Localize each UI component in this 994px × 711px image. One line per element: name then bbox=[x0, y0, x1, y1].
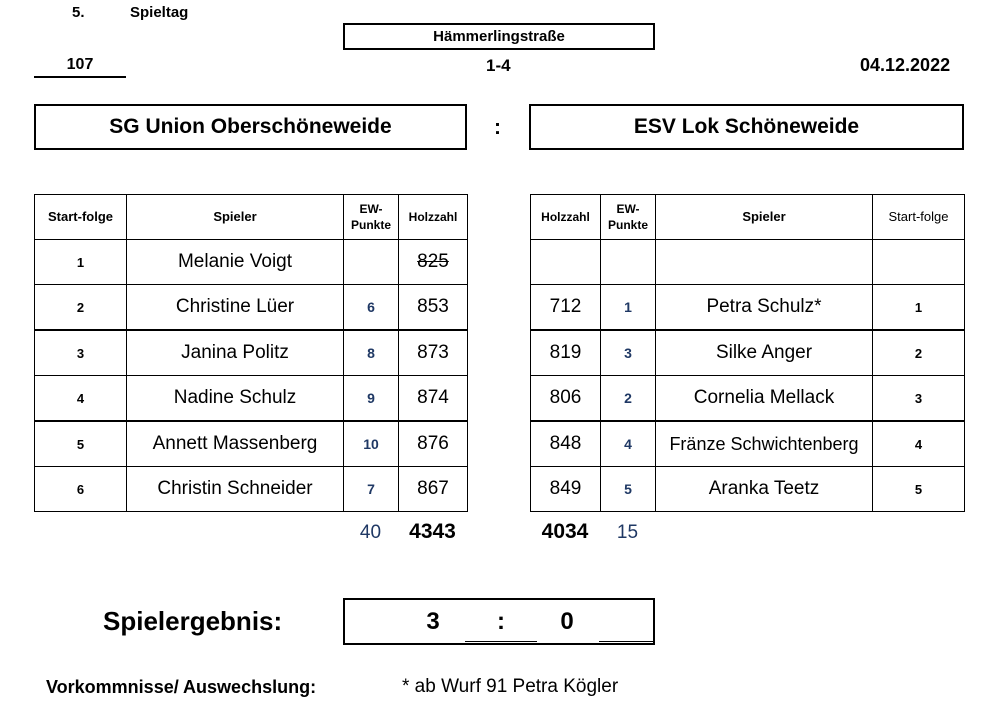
holz-cell: 874 bbox=[399, 376, 468, 422]
start-cell: 5 bbox=[35, 421, 127, 467]
table-row bbox=[35, 467, 468, 512]
col-header-holz: Holzzahl bbox=[531, 195, 601, 240]
ew-cell: 6 bbox=[344, 285, 399, 331]
holz-cell: 819 bbox=[531, 330, 601, 376]
start-cell: 2 bbox=[873, 330, 965, 376]
start-cell: 5 bbox=[873, 467, 965, 512]
holz-cell: 848 bbox=[531, 421, 601, 467]
home-lineup-table bbox=[34, 194, 468, 512]
ew-cell: 8 bbox=[344, 330, 399, 376]
start-cell: 4 bbox=[35, 376, 127, 422]
player-cell: Janina Politz bbox=[127, 330, 344, 376]
player-cell: Cornelia Mellack bbox=[656, 376, 873, 422]
player-result-separator: : bbox=[497, 607, 505, 635]
player-result-box bbox=[343, 598, 655, 645]
venue-box bbox=[343, 23, 655, 50]
notes-text: * ab Wurf 91 Petra Kögler bbox=[402, 676, 619, 697]
player-result-home: 3 bbox=[426, 607, 440, 635]
start-cell: 1 bbox=[873, 285, 965, 331]
match-result: 1-4 bbox=[486, 56, 511, 75]
table-row bbox=[35, 330, 468, 376]
venue: Hämmerlingstraße bbox=[433, 28, 565, 45]
holz-cell: 876 bbox=[399, 421, 468, 467]
start-cell: 4 bbox=[873, 421, 965, 467]
col-header-start: Start-folge bbox=[35, 195, 127, 240]
start-cell bbox=[873, 240, 965, 285]
away-lineup-table bbox=[530, 194, 965, 512]
home-total-holz: 4343 bbox=[409, 520, 456, 543]
player-cell: Aranka Teetz bbox=[656, 467, 873, 512]
ew-cell: 4 bbox=[601, 421, 656, 467]
player-result-away: 0 bbox=[560, 607, 574, 635]
player-cell: Christin Schneider bbox=[127, 467, 344, 512]
ew-cell: 1 bbox=[601, 285, 656, 331]
table-row bbox=[531, 330, 965, 376]
holz-cell: 806 bbox=[531, 376, 601, 422]
ew-cell: 2 bbox=[601, 376, 656, 422]
player-cell: Silke Anger bbox=[656, 330, 873, 376]
table-row bbox=[531, 240, 965, 285]
score-underline bbox=[599, 641, 655, 642]
ew-cell: 5 bbox=[601, 467, 656, 512]
col-header-player: Spieler bbox=[127, 195, 344, 240]
start-cell: 3 bbox=[873, 376, 965, 422]
table-row bbox=[35, 421, 468, 467]
player-result-label: Spielergebnis: bbox=[103, 606, 283, 636]
table-row bbox=[531, 376, 965, 422]
ew-cell: 10 bbox=[344, 421, 399, 467]
player-cell: Fränze Schwichtenberg bbox=[656, 421, 873, 467]
table-row bbox=[531, 285, 965, 331]
holz-cell: 712 bbox=[531, 285, 601, 331]
player-cell: Nadine Schulz bbox=[127, 376, 344, 422]
ew-cell bbox=[344, 240, 399, 285]
round-label: Spieltag bbox=[130, 4, 189, 21]
score-underline bbox=[465, 641, 537, 642]
table-row bbox=[35, 376, 468, 422]
holz-cell bbox=[531, 240, 601, 285]
col-header-ew: EW-Punkte bbox=[601, 195, 656, 240]
col-header-holz: Holzzahl bbox=[399, 195, 468, 240]
away-team-box bbox=[529, 104, 964, 150]
table-row bbox=[531, 467, 965, 512]
col-header-player: Spieler bbox=[656, 195, 873, 240]
ew-cell: 3 bbox=[601, 330, 656, 376]
home-team-name: SG Union Oberschöneweide bbox=[109, 115, 392, 138]
player-cell bbox=[656, 240, 873, 285]
away-total-ew: 15 bbox=[616, 522, 639, 543]
ew-cell: 9 bbox=[344, 376, 399, 422]
start-cell: 6 bbox=[35, 467, 127, 512]
player-cell: Melanie Voigt bbox=[127, 240, 344, 285]
teams-separator: : bbox=[494, 116, 501, 139]
holz-cell: 867 bbox=[399, 467, 468, 512]
player-cell: Annett Massenberg bbox=[127, 421, 344, 467]
start-cell: 2 bbox=[35, 285, 127, 331]
ew-cell bbox=[601, 240, 656, 285]
col-header-start: Start-folge bbox=[873, 195, 965, 240]
table-header-row bbox=[531, 195, 965, 240]
ew-cell: 7 bbox=[344, 467, 399, 512]
holz-cell: 849 bbox=[531, 467, 601, 512]
player-cell: Petra Schulz* bbox=[656, 285, 873, 331]
round-number: 5. bbox=[72, 4, 85, 21]
start-cell: 1 bbox=[35, 240, 127, 285]
start-cell: 3 bbox=[35, 330, 127, 376]
holz-cell: 873 bbox=[399, 330, 468, 376]
match-date: 04.12.2022 bbox=[860, 55, 951, 75]
home-total-ew: 40 bbox=[359, 522, 382, 543]
match-number: 107 bbox=[34, 56, 126, 78]
table-row bbox=[531, 421, 965, 467]
table-header-row bbox=[35, 195, 468, 240]
holz-cell: 853 bbox=[399, 285, 468, 331]
table-row bbox=[35, 240, 468, 285]
player-cell: Christine Lüer bbox=[127, 285, 344, 331]
col-header-ew: EW-Punkte bbox=[344, 195, 399, 240]
away-team-name: ESV Lok Schöneweide bbox=[633, 115, 860, 138]
away-total-holz: 4034 bbox=[541, 520, 589, 543]
home-team-box bbox=[34, 104, 467, 150]
notes-label: Vorkommnisse/ Auswechslung: bbox=[46, 677, 317, 697]
table-row bbox=[35, 285, 468, 331]
holz-cell-struck: 825 bbox=[399, 240, 468, 285]
